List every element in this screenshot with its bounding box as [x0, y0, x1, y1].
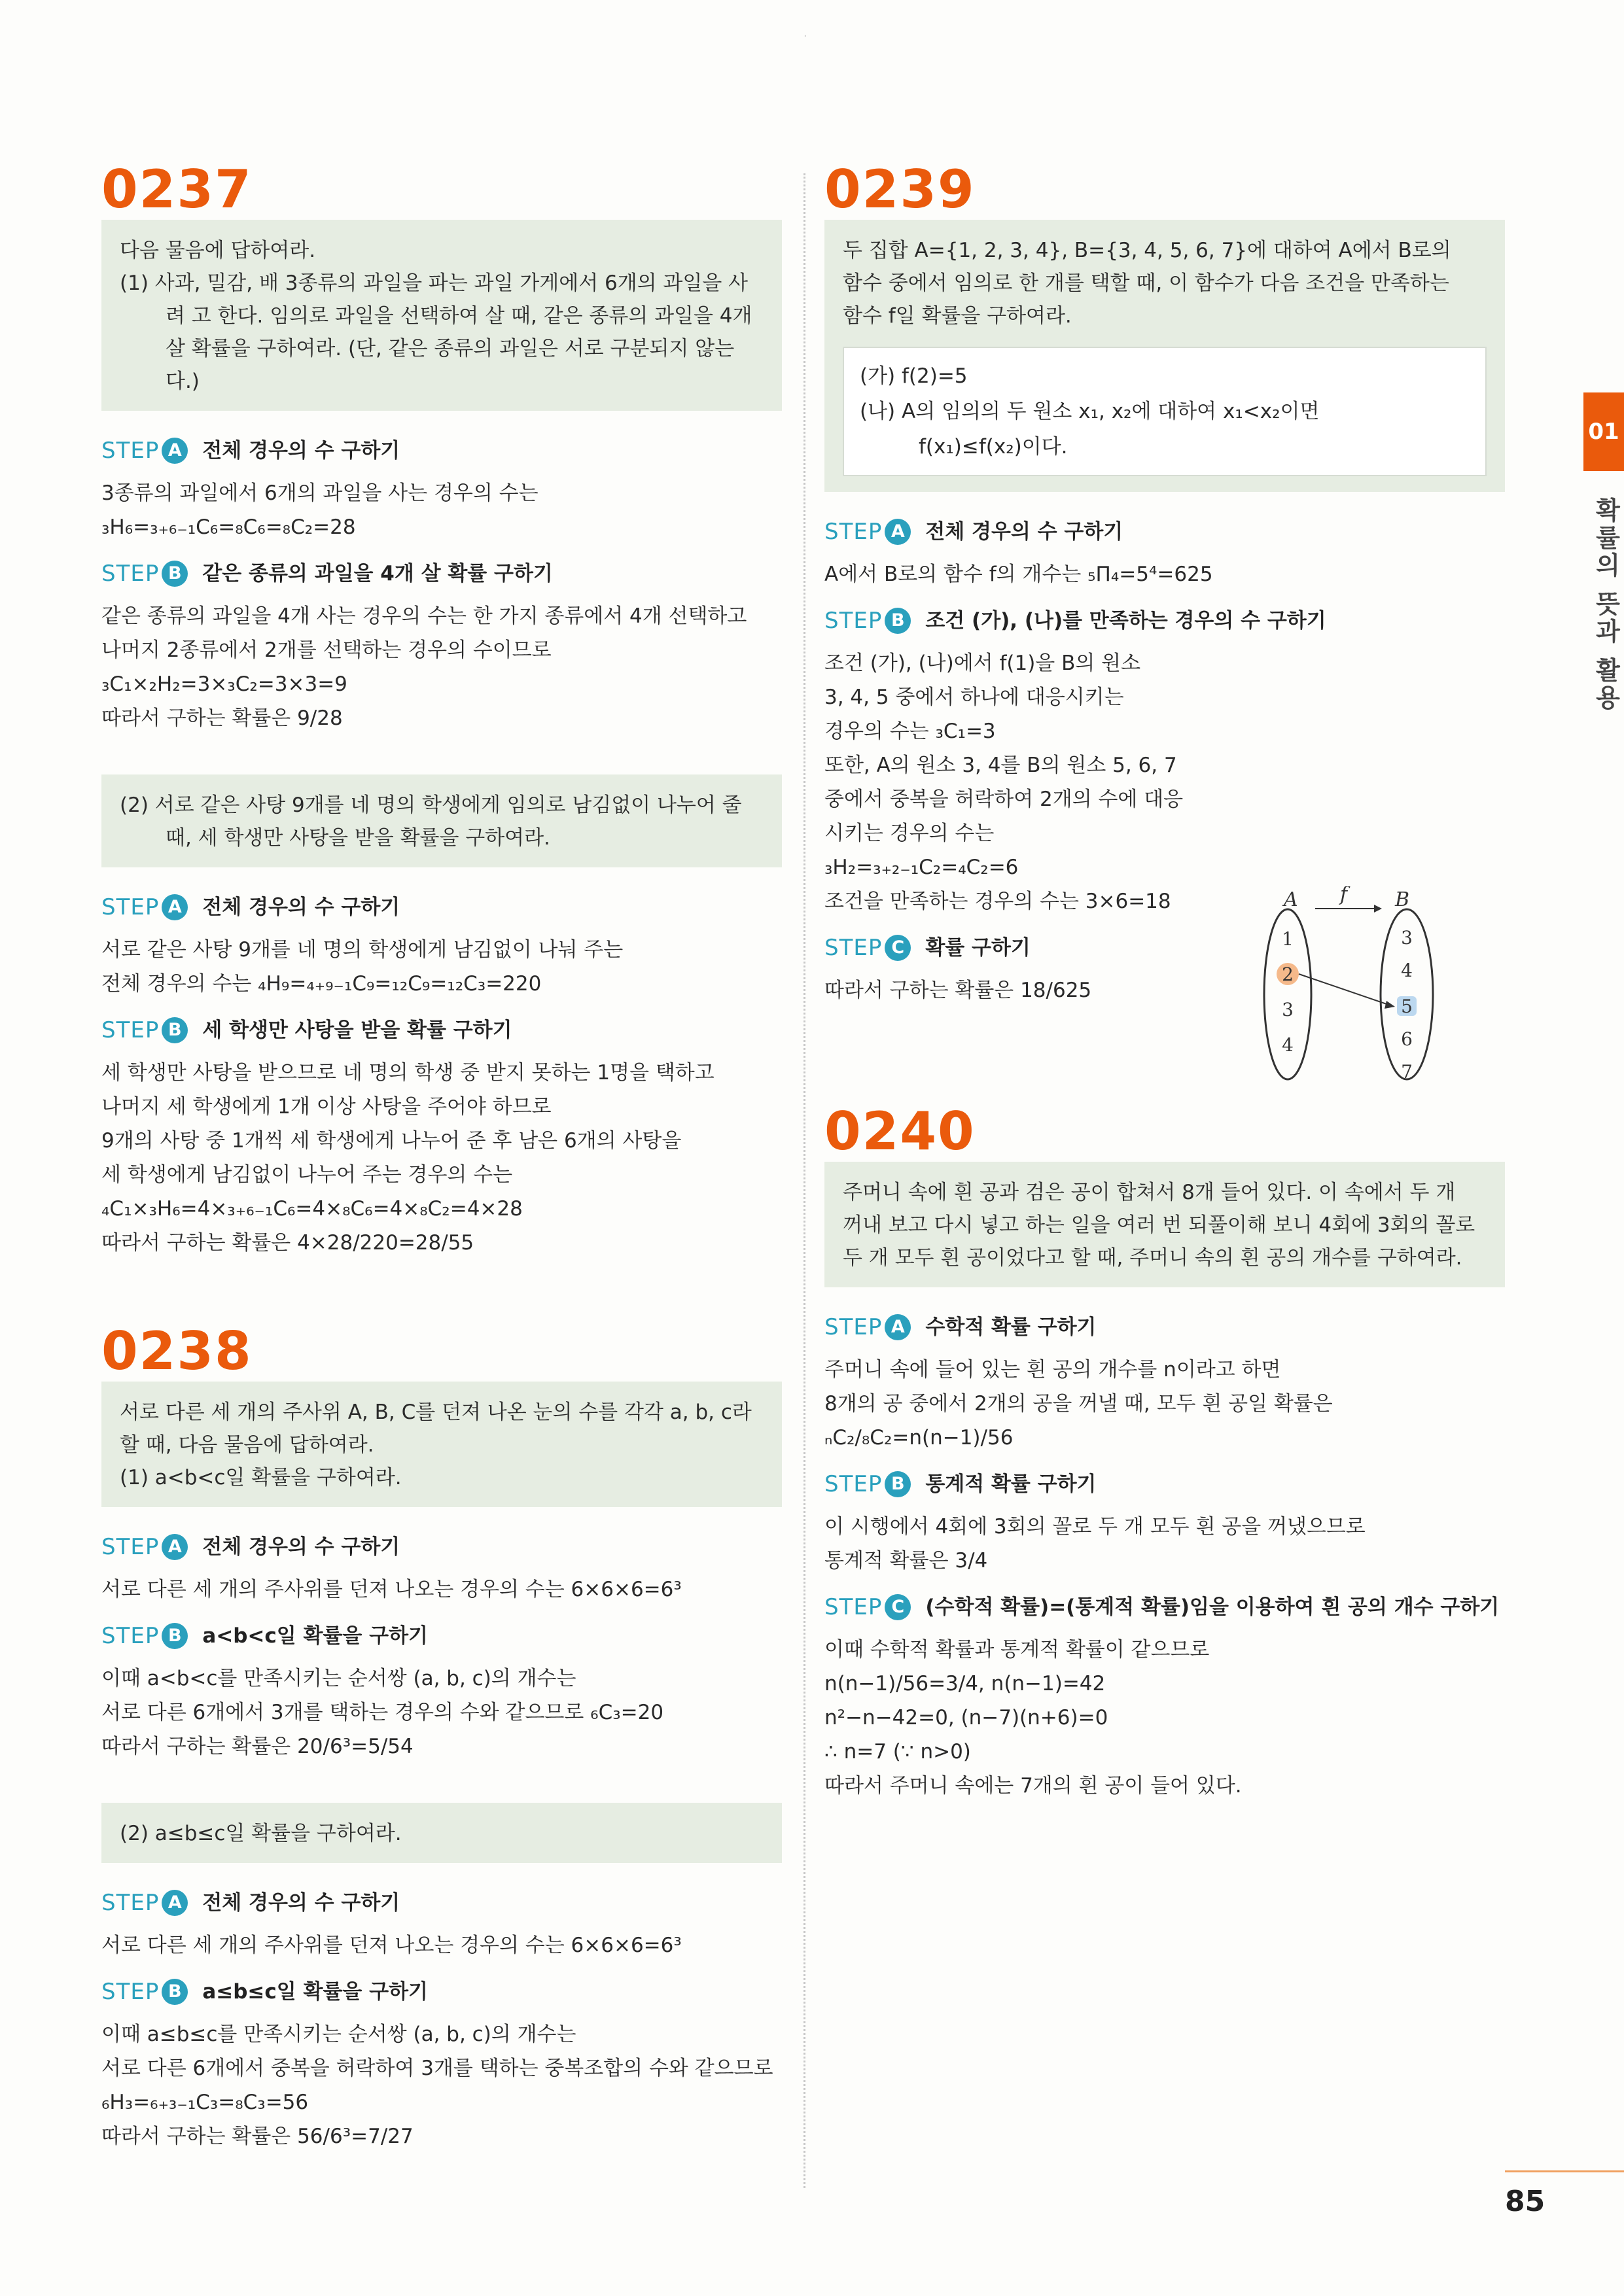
- set-a-element: 3: [1282, 999, 1294, 1020]
- question-line: (2) a≤b≤c일 확률을 구하여라.: [120, 1822, 402, 1845]
- step-badge: A: [162, 894, 188, 920]
- spacer: [101, 735, 782, 774]
- solution-line: 9개의 사탕 중 1개씩 세 학생에게 나누어 준 후 남은 6개의 사탕을: [101, 1129, 682, 1153]
- question-line: (2) 서로 같은 사탕 9개를 네 명의 학생에게 임의로 남김없이 나누어 줄 때, 세 학생만 사탕을 받을 확률을 구하여라.: [120, 793, 742, 850]
- solution-line: n(n−1)/56=3/4, n(n−1)=42: [824, 1672, 1106, 1696]
- question-line: (1) 사과, 밀감, 배 3종류의 과일을 파는 과일 가게에서 6개의 과일을 사려 고 한다. 임의로 과일을 선택하여 살 때, 같은 종류의 과일을 4개 살 확률을 구하여라. (단, 같은 종류의 과일은 서로 구분되지 않는다.): [120, 271, 752, 393]
- set-b-element: 3: [1401, 927, 1413, 948]
- solution-line: 세 학생에게 남김없이 나누어 주는 경우의 수는: [101, 1163, 513, 1187]
- step-badge: B: [162, 561, 188, 587]
- function-arrow-head: [1374, 905, 1382, 913]
- problem-0238: [101, 1321, 782, 2153]
- step-header: [824, 606, 1505, 636]
- step-word: STEP: [824, 608, 883, 634]
- step-badge: A: [162, 438, 188, 464]
- solution-line: 서로 다른 6개에서 3개를 택하는 경우의 수와 같으므로 ₆C₃=20: [101, 1701, 664, 1724]
- right-column: [824, 159, 1505, 1803]
- step-title: 같은 종류의 과일을 4개 살 확률 구하기: [202, 562, 553, 585]
- step-word: STEP: [101, 1979, 160, 2005]
- step-header: [101, 436, 782, 466]
- step-title: 전체 경우의 수 구하기: [202, 1891, 400, 1915]
- step-title: 전체 경우의 수 구하기: [202, 439, 400, 462]
- solution-line: 3, 4, 5 중에서 하나에 대응시키는: [824, 686, 1124, 709]
- step-badge: B: [162, 1623, 188, 1649]
- column-divider: [803, 173, 805, 2188]
- step-header: [824, 517, 1505, 547]
- question-line: 할 때, 다음 물음에 답하여라.: [120, 1433, 374, 1457]
- question-box: [101, 774, 782, 867]
- solution-line: 8개의 공 중에서 2개의 공을 꺼낼 때, 모두 흰 공일 확률은: [824, 1392, 1333, 1416]
- question-line: 두 개 모두 흰 공이었다고 할 때, 주머니 속의 흰 공의 개수를 구하여라.: [843, 1246, 1462, 1270]
- step-header: [824, 1469, 1505, 1499]
- solution-line: 따라서 구하는 확률은 20/6³=5/54: [101, 1735, 414, 1758]
- step-title: 수학적 확률 구하기: [925, 1315, 1097, 1339]
- step-header: [101, 1532, 782, 1562]
- set-b-element: 5: [1401, 996, 1413, 1017]
- step-word: STEP: [101, 1890, 160, 1916]
- solution-line: 이때 수학적 확률과 통계적 확률이 같으므로: [824, 1638, 1210, 1661]
- solution-line: ₃C₁×₂H₂=3×₃C₂=3×3=9: [101, 672, 347, 696]
- solution-line: 전체 경우의 수는 ₄H₉=₄₊₉₋₁C₉=₁₂C₉=₁₂C₃=220: [101, 972, 542, 996]
- spacer: [101, 1260, 782, 1325]
- condition-line: (나) A의 임의의 두 원소 x₁, x₂에 대하여 x₁<x₂이면: [860, 400, 1320, 423]
- step-word: STEP: [101, 894, 160, 920]
- step-word: STEP: [101, 561, 160, 587]
- step-title: 전체 경우의 수 구하기: [202, 1535, 400, 1559]
- step-badge: C: [885, 1594, 911, 1620]
- question-line: 함수 중에서 임의로 한 개를 택할 때, 이 함수가 다음 조건을 만족하는: [843, 271, 1449, 295]
- step-title: 확률 구하기: [925, 936, 1031, 960]
- step-title: 조건 (가), (나)를 만족하는 경우의 수 구하기: [925, 609, 1326, 633]
- solution-line: 서로 다른 세 개의 주사위를 던져 나오는 경우의 수는 6×6×6=6³: [101, 1934, 682, 1957]
- condition-line: (가) f(2)=5: [860, 364, 968, 388]
- step-header: [101, 892, 782, 922]
- step-word: STEP: [824, 1471, 883, 1497]
- step-header: [824, 1592, 1505, 1622]
- step-header: [101, 559, 782, 589]
- step-word: STEP: [824, 1594, 883, 1620]
- problem-0240: [824, 1101, 1505, 1803]
- solution-line: ₄C₁×₃H₆=4×₃₊₆₋₁C₆=4×₈C₆=4×₈C₂=4×28: [101, 1197, 523, 1221]
- solution-line: 서로 다른 세 개의 주사위를 던져 나오는 경우의 수는 6×6×6=6³: [101, 1578, 682, 1601]
- condition-box: [843, 347, 1487, 476]
- step-title: 전체 경우의 수 구하기: [925, 520, 1123, 544]
- step-badge: B: [162, 1017, 188, 1043]
- step-header: [101, 1015, 782, 1045]
- step-word: STEP: [824, 935, 883, 961]
- problem-number: 0238: [101, 1321, 253, 1382]
- set-b-element: 4: [1401, 960, 1413, 981]
- problem-number: 0237: [101, 159, 253, 220]
- solution-line: ∴ n=7 (∵ n>0): [824, 1740, 971, 1764]
- problem-number: 0239: [824, 159, 976, 220]
- step-title: a≤b≤c일 확률을 구하기: [202, 1980, 428, 2004]
- solution-line: 따라서 구하는 확률은 9/28: [101, 706, 343, 730]
- set-b-label: B: [1395, 888, 1410, 911]
- step-word: STEP: [824, 519, 883, 545]
- question-box: [101, 1803, 782, 1863]
- question-line: 두 집합 A={1, 2, 3, 4}, B={3, 4, 5, 6, 7}에 대하여 A에서 B로의: [843, 239, 1451, 262]
- step-header: [101, 1977, 782, 2007]
- chapter-title: 확률의 뜻과 활용: [1591, 497, 1620, 712]
- solution-line: 서로 같은 사탕 9개를 네 명의 학생에게 남김없이 나눠 주는: [101, 938, 624, 962]
- problem-0239: [824, 159, 1505, 1083]
- solution-line: A에서 B로의 함수 f의 개수는 ₅Π₄=5⁴=625: [824, 563, 1213, 586]
- question-box: [824, 1162, 1505, 1287]
- solution-line: 따라서 구하는 확률은 56/6³=7/27: [101, 2125, 414, 2148]
- solution-line: 이때 a≤b≤c를 만족시키는 순서쌍 (a, b, c)의 개수는: [101, 2023, 576, 2046]
- function-mapping-diagram: [1256, 886, 1472, 1089]
- question-line: 주머니 속에 흰 공과 검은 공이 합쳐서 8개 들어 있다. 이 속에서 두 개: [843, 1181, 1456, 1204]
- solution-line: 세 학생만 사탕을 받으므로 네 명의 학생 중 받지 못하는 1명을 택하고: [101, 1061, 715, 1085]
- solution-line: ₙC₂/₈C₂=n(n−1)/56: [824, 1426, 1014, 1450]
- solution-line: 조건을 만족하는 경우의 수는 3×6=18: [824, 890, 1171, 913]
- solution-line: n²−n−42=0, (n−7)(n+6)=0: [824, 1706, 1108, 1730]
- page-number-rule: [1505, 2170, 1624, 2172]
- solution-line: 따라서 주머니 속에는 7개의 흰 공이 들어 있다.: [824, 1774, 1242, 1798]
- solution-line: 나머지 2종류에서 2개를 선택하는 경우의 수이므로: [101, 638, 552, 662]
- spacer: [101, 1764, 782, 1803]
- set-a-element: 1: [1282, 928, 1294, 950]
- step-title: 통계적 확률 구하기: [925, 1472, 1097, 1496]
- solution-line: ₆H₃=₆₊₃₋₁C₃=₈C₃=56: [101, 2091, 309, 2114]
- question-line: 다음 물음에 답하여라.: [120, 239, 316, 262]
- step-word: STEP: [101, 1623, 160, 1649]
- question-line: (1) a<b<c일 확률을 구하여라.: [120, 1466, 402, 1489]
- chapter-tab: 01: [1583, 392, 1624, 471]
- question-line: 서로 다른 세 개의 주사위 A, B, C를 던져 나온 눈의 수를 각각 a, b, c라: [120, 1400, 752, 1424]
- step-badge: B: [885, 1471, 911, 1497]
- step-word: STEP: [101, 1534, 160, 1560]
- solution-line: 주머니 속에 들어 있는 흰 공의 개수를 n이라고 하면: [824, 1358, 1281, 1382]
- step-title: 전체 경우의 수 구하기: [202, 896, 400, 919]
- step-badge: A: [885, 1314, 911, 1340]
- problem-number: 0240: [824, 1101, 976, 1162]
- set-b-element: 6: [1401, 1028, 1413, 1050]
- step-word: STEP: [824, 1314, 883, 1340]
- step-badge: A: [162, 1890, 188, 1916]
- registration-mark: ·: [803, 29, 807, 43]
- solution-line: 조건 (가), (나)에서 f(1)을 B의 원소: [824, 652, 1141, 675]
- function-label: f: [1340, 886, 1348, 906]
- step-badge: B: [885, 608, 911, 634]
- solution-line: 같은 종류의 과일을 4개 사는 경우의 수는 한 가지 종류에서 4개 선택하고: [101, 604, 747, 628]
- problem-0237: [101, 159, 782, 1260]
- step-badge: A: [885, 519, 911, 545]
- question-box: [824, 220, 1505, 492]
- solution-line: 따라서 구하는 확률은 18/625: [824, 979, 1092, 1002]
- page-number: 85: [1505, 2185, 1545, 2218]
- step-header: [101, 1621, 782, 1651]
- step-title: 세 학생만 사탕을 받을 확률 구하기: [202, 1018, 512, 1042]
- solution-line: 따라서 구하는 확률은 4×28/220=28/55: [101, 1231, 474, 1255]
- solution-line: 시키는 경우의 수는: [824, 822, 995, 845]
- solution-line: 이 시행에서 4회에 3회의 꼴로 두 개 모두 흰 공을 꺼냈으므로: [824, 1515, 1366, 1539]
- solution-line: 경우의 수는 ₃C₁=3: [824, 720, 996, 743]
- step-word: STEP: [101, 1017, 160, 1043]
- solution-line: ₃H₆=₃₊₆₋₁C₆=₈C₆=₈C₂=28: [101, 515, 356, 539]
- mapping-arrow: [1299, 974, 1392, 1006]
- solution-line: 중에서 중복을 허락하여 2개의 수에 대응: [824, 788, 1184, 811]
- question-box: [101, 220, 782, 411]
- solution-line: 또한, A의 원소 3, 4를 B의 원소 5, 6, 7: [824, 754, 1177, 777]
- set-a-element: 2: [1282, 964, 1294, 985]
- solution-line: 통계적 확률은 3/4: [824, 1549, 988, 1573]
- question-line: 꺼내 보고 다시 넣고 하는 일을 여러 번 되풀이해 보니 4회에 3회의 꼴로: [843, 1213, 1475, 1237]
- solution-line: 서로 다른 6개에서 중복을 허락하여 3개를 택하는 중복조합의 수와 같으므로: [101, 2057, 773, 2080]
- step-header: [824, 1312, 1505, 1342]
- condition-line: f(x₁)≤f(x₂)이다.: [919, 435, 1068, 459]
- solution-line: 3종류의 과일에서 6개의 과일을 사는 경우의 수는: [101, 481, 538, 505]
- step-badge: C: [885, 935, 911, 961]
- step-header: [101, 1888, 782, 1918]
- step-title: (수학적 확률)=(통계적 확률)임을 이용하여 흰 공의 개수 구하기: [925, 1595, 1500, 1619]
- step-title: a<b<c일 확률을 구하기: [202, 1624, 428, 1648]
- solution-line: 나머지 세 학생에게 1개 이상 사탕을 주어야 하므로: [101, 1095, 552, 1119]
- set-a-label: A: [1284, 888, 1298, 911]
- set-a-element: 4: [1282, 1034, 1294, 1056]
- set-b-element: 7: [1401, 1061, 1413, 1083]
- question-box: [101, 1382, 782, 1507]
- step-word: STEP: [101, 438, 160, 464]
- step-badge: A: [162, 1534, 188, 1560]
- step-badge: B: [162, 1979, 188, 2005]
- solution-line: 이때 a<b<c를 만족시키는 순서쌍 (a, b, c)의 개수는: [101, 1667, 576, 1690]
- mapping-arrow-head: [1385, 1001, 1395, 1009]
- solution-line: ₃H₂=₃₊₂₋₁C₂=₄C₂=6: [824, 856, 1019, 879]
- left-column: [101, 159, 782, 2153]
- question-line: 함수 f일 확률을 구하여라.: [843, 304, 1072, 328]
